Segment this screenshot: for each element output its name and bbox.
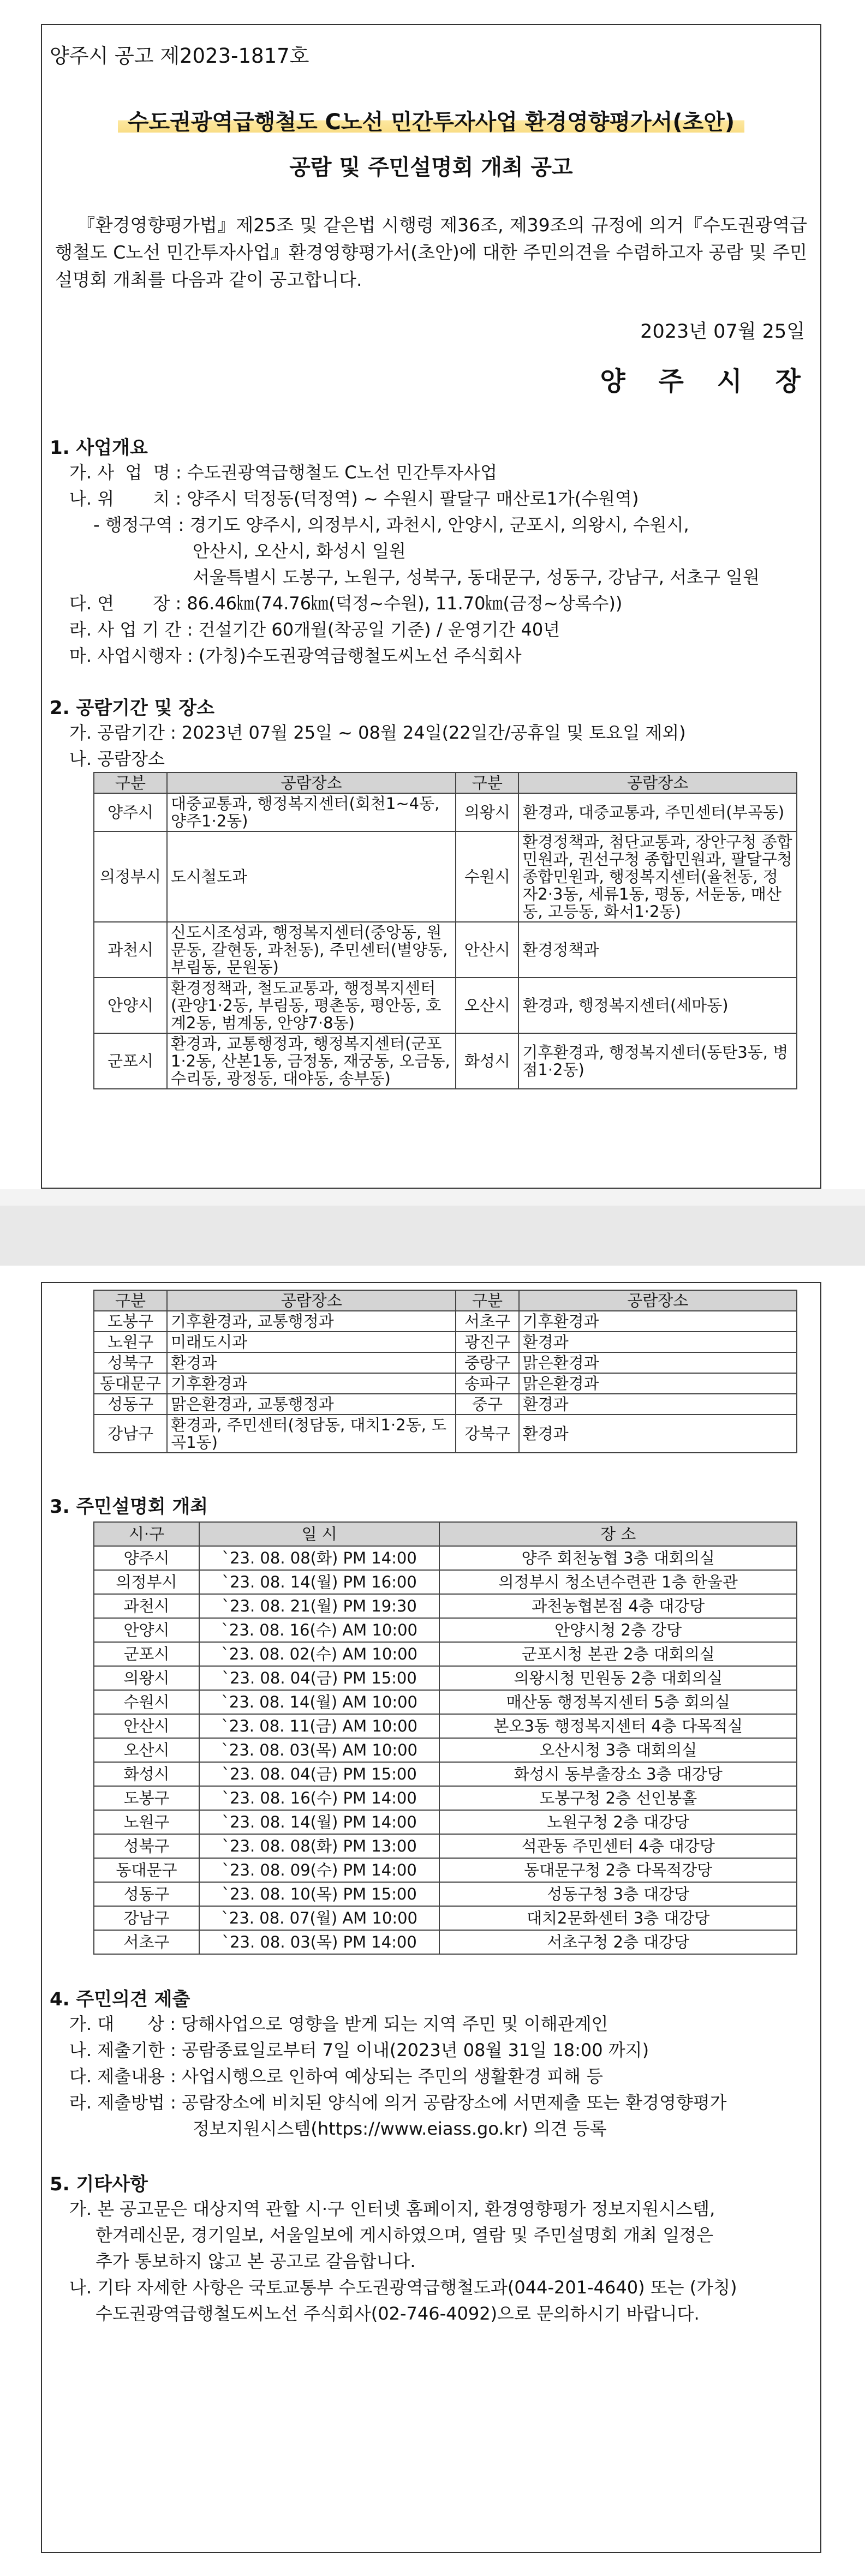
- value: 86.46㎞(74.76㎞(덕정~수원), 11.70㎞(금정~상록수)): [187, 593, 623, 614]
- table-cell: `23. 08. 16(수) PM 14:00: [199, 1786, 439, 1810]
- opinion-deadline: 나. 제출기한 : 공람종료일로부터 7일 이내(2023년 08월 31일 18:00 까지): [69, 2040, 649, 2060]
- table-cell: 안산시: [456, 922, 518, 978]
- table-row: [94, 1762, 797, 1786]
- table-row: [94, 1618, 797, 1642]
- table-cell: 대치2문화센터 3층 대강당: [439, 1906, 797, 1930]
- table-row: [94, 793, 797, 831]
- header-cell: 구분: [456, 1290, 518, 1311]
- table-cell: 환경정책과: [518, 922, 797, 978]
- table-cell: `23. 08. 14(월) PM 16:00: [199, 1570, 439, 1594]
- table-row: [94, 1930, 797, 1954]
- admin-area-cont-1: 안산시, 오산시, 화성시 일원: [193, 541, 406, 561]
- table-cell: 성북구: [94, 1352, 167, 1373]
- title-block: [50, 103, 813, 181]
- intro-paragraph: 『환경영향평가법』제25조 및 같은법 시행령 제36조, 제39조의 규정에 의거『수도권광역급행철도 C노선 민간투자사업』환경영향평가서(초안)에 대한 주민의견을 수렴하고자 공람 및 주민설명회 개최를 다음과 같이 공고합니다.: [55, 214, 807, 290]
- table-cell: 수원시: [456, 831, 518, 922]
- table-cell: `23. 08. 16(수) AM 10:00: [199, 1618, 439, 1642]
- header-cell: 장 소: [439, 1522, 797, 1546]
- section-2-heading: 2. 공람기간 및 장소: [50, 697, 214, 719]
- table-cell: 환경정책과, 철도교통과, 행정복지센터(관양1·2동, 부림동, 평촌동, 평안동, 호계2동, 범계동, 안양7·8동): [167, 978, 456, 1033]
- table-cell: 성동구청 3층 대강당: [439, 1882, 797, 1906]
- table-cell: 의정부시: [94, 1570, 199, 1594]
- table-cell: 도봉구청 2층 선인봉홀: [439, 1786, 797, 1810]
- table-cell: 과천시: [94, 922, 167, 978]
- table-row: [94, 1810, 797, 1834]
- value: 경기도 양주시, 의정부시, 과천시, 안양시, 군포시, 의왕시, 수원시,: [189, 514, 689, 535]
- table-cell: 서초구청 2층 대강당: [439, 1930, 797, 1954]
- table-row: [94, 1834, 797, 1858]
- table-cell: 환경과: [519, 1394, 797, 1415]
- table-row: [94, 1690, 797, 1714]
- table-cell: 의정부시 청소년수련관 1층 한울관: [439, 1570, 797, 1594]
- table-cell: 과천농협본점 4층 대강당: [439, 1594, 797, 1618]
- table-cell: `23. 08. 03(목) PM 14:00: [199, 1930, 439, 1954]
- table-cell: 기후환경과: [167, 1373, 456, 1394]
- table-cell: 서초구: [456, 1311, 518, 1332]
- table-cell: 성동구: [94, 1882, 199, 1906]
- table-cell: 군포시청 본관 2층 대회의실: [439, 1642, 797, 1666]
- value: (가칭)수도권광역급행철도씨노선 주식회사: [198, 645, 522, 666]
- length-row: [50, 590, 813, 616]
- label: 가. 공람기간 :: [69, 722, 182, 743]
- table-row: [94, 1394, 797, 1415]
- table-row: [94, 922, 797, 978]
- table-cell: 강북구: [456, 1415, 518, 1453]
- table-cell: `23. 08. 08(화) PM 14:00: [199, 1546, 439, 1570]
- table-cell: 매산동 행정복지센터 5층 회의실: [439, 1690, 797, 1714]
- header-cell: 구분: [456, 772, 518, 793]
- label: 나. 위 치 :: [69, 488, 187, 509]
- table-cell: 양주시: [94, 1546, 199, 1570]
- header-cell: 일 시: [199, 1522, 439, 1546]
- label: - 행정구역 :: [93, 514, 190, 535]
- table-cell: 양주시: [94, 793, 167, 831]
- table-row: [94, 1352, 797, 1373]
- table-cell: 환경정책과, 첨단교통과, 장안구청 종합민원과, 권선구청 종합민원과, 팔달구청 종합민원과, 행정복지센터(율천동, 정자2·3동, 세류1동, 평동, 서둔동, 매산동, 고등동, 화서1·2동): [518, 831, 797, 922]
- table-cell: 동대문구: [94, 1858, 199, 1882]
- table-cell: 의왕시: [94, 1666, 199, 1690]
- period-row: [50, 616, 813, 643]
- review-place-label: [50, 746, 813, 772]
- table-row: [94, 831, 797, 922]
- table-row: [94, 1332, 797, 1352]
- opinion-method-cont: 정보지원시스템(https://www.eiass.go.kr) 의견 등록: [193, 2118, 607, 2139]
- label: 마. 사업시행자 :: [69, 645, 199, 666]
- table-cell: `23. 08. 08(화) PM 13:00: [199, 1834, 439, 1858]
- table-cell: 미래도시과: [167, 1332, 456, 1352]
- table-cell: `23. 08. 04(금) PM 15:00: [199, 1762, 439, 1786]
- opinion-content: 다. 제출내용 : 사업시행으로 인하여 예상되는 주민의 생활환경 피해 등: [69, 2066, 604, 2087]
- table-cell: 석관동 주민센터 4층 대강당: [439, 1834, 797, 1858]
- table-row: [94, 1738, 797, 1762]
- table-cell: 양주 회천농협 3층 대회의실: [439, 1546, 797, 1570]
- document-page-2: [41, 1282, 821, 2553]
- table-cell: 군포시: [94, 1033, 167, 1089]
- header-cell: 공람장소: [167, 1290, 456, 1311]
- title-line-2: 공람 및 주민설명회 개최 공고: [289, 155, 573, 180]
- mayor-signature: 양 주 시 장: [600, 366, 813, 397]
- review-places-table-2: [93, 1290, 797, 1453]
- table-cell: 안양시: [94, 978, 167, 1033]
- table-cell: 강남구: [94, 1906, 199, 1930]
- table-cell: `23. 08. 21(월) PM 19:30: [199, 1594, 439, 1618]
- table-cell: `23. 08. 11(금) AM 10:00: [199, 1714, 439, 1738]
- briefing-schedule-table: [93, 1521, 797, 1955]
- label: 라. 사 업 기 간 :: [69, 619, 199, 640]
- table-cell: 군포시: [94, 1642, 199, 1666]
- table-header-row: [94, 1290, 797, 1311]
- table-cell: 성동구: [94, 1394, 167, 1415]
- section-5-heading: 5. 기타사항: [50, 2173, 148, 2195]
- table-cell: 노원구청 2층 대강당: [439, 1810, 797, 1834]
- misc-b-line-2: 수도권광역급행철도씨노선 주식회사(02-746-4092)으로 문의하시기 바랍니다.: [96, 2303, 700, 2324]
- value: 양주시 덕정동(덕정역) ~ 수원시 팔달구 매산로1가(수원역): [187, 488, 639, 509]
- misc-a-line-3: 추가 통보하지 않고 본 공고로 갈음합니다.: [96, 2251, 416, 2272]
- table-cell: 환경과, 주민센터(청담동, 대치1·2동, 도곡1동): [167, 1415, 456, 1453]
- table-cell: 화성시 동부출장소 3층 대강당: [439, 1762, 797, 1786]
- table-row: [94, 1415, 797, 1453]
- table-cell: 의정부시: [94, 831, 167, 922]
- table-cell: 노원구: [94, 1810, 199, 1834]
- location-row: [50, 486, 813, 512]
- table-cell: 동대문구청 2층 다목적강당: [439, 1858, 797, 1882]
- table-cell: 중랑구: [456, 1352, 518, 1373]
- table-cell: 본오3동 행정복지센터 4층 다목적실: [439, 1714, 797, 1738]
- table-cell: 신도시조성과, 행정복지센터(중앙동, 원문동, 갈현동, 과천동), 주민센터(별양동, 부림동, 문원동): [167, 922, 456, 978]
- table-cell: 안양시: [94, 1618, 199, 1642]
- opinion-target: 가. 대 상 : 당해사업으로 영향을 받게 되는 지역 주민 및 이해관계인: [69, 2014, 609, 2034]
- table-row: [94, 1882, 797, 1906]
- table-cell: 노원구: [94, 1332, 167, 1352]
- table-cell: `23. 08. 04(금) PM 15:00: [199, 1666, 439, 1690]
- table-cell: `23. 08. 10(목) PM 15:00: [199, 1882, 439, 1906]
- table-row: [94, 1666, 797, 1690]
- table-cell: `23. 08. 02(수) AM 10:00: [199, 1642, 439, 1666]
- table-row: [94, 1594, 797, 1618]
- table-row: [94, 1570, 797, 1594]
- table-cell: 맑은환경과, 교통행정과: [167, 1394, 456, 1415]
- table-cell: 서초구: [94, 1930, 199, 1954]
- section-3-heading: 3. 주민설명회 개최: [50, 1496, 208, 1518]
- project-name-row: [50, 459, 813, 486]
- table-row: [94, 1858, 797, 1882]
- table-cell: 강남구: [94, 1415, 167, 1453]
- misc-a-line-1: 가. 본 공고문은 대상지역 관할 시·구 인터넷 홈페이지, 환경영향평가 정보지원시스템,: [69, 2198, 715, 2219]
- table-cell: `23. 08. 14(월) AM 10:00: [199, 1690, 439, 1714]
- table-cell: `23. 08. 14(월) PM 14:00: [199, 1810, 439, 1834]
- header-cell: 공람장소: [167, 772, 456, 793]
- table-cell: 도봉구: [94, 1786, 199, 1810]
- section-4-heading: 4. 주민의견 제출: [50, 1988, 190, 2010]
- table-cell: 환경과: [167, 1352, 456, 1373]
- table-cell: `23. 08. 07(월) AM 10:00: [199, 1906, 439, 1930]
- table-row: [94, 1373, 797, 1394]
- table-cell: 맑은환경과: [519, 1352, 797, 1373]
- table-cell: 화성시: [94, 1762, 199, 1786]
- table-cell: 수원시: [94, 1690, 199, 1714]
- table-row: [94, 1311, 797, 1332]
- table-cell: 환경과: [519, 1332, 797, 1352]
- table-cell: 맑은환경과: [519, 1373, 797, 1394]
- table-cell: 오산시청 3층 대회의실: [439, 1738, 797, 1762]
- table-cell: 중구: [456, 1394, 518, 1415]
- value: 건설기간 60개월(착공일 기준) / 운영기간 40년: [198, 619, 560, 640]
- table-row: [94, 1033, 797, 1089]
- table-header-row: [94, 1522, 797, 1546]
- table-cell: 안산시: [94, 1714, 199, 1738]
- label: 가. 사 업 명 :: [69, 462, 187, 483]
- review-period-row: [50, 720, 813, 746]
- label: 나. 공람장소: [69, 748, 165, 769]
- review-places-table-1: [93, 772, 797, 1089]
- admin-area-cont-2: 서울특별시 도봉구, 노원구, 성북구, 동대문구, 성동구, 강남구, 서초구 일원: [193, 567, 760, 588]
- value: 수도권광역급행철도 C노선 민간투자사업: [187, 462, 498, 483]
- notice-date: 2023년 07월 25일: [640, 321, 805, 343]
- misc-b-line-1: 나. 기타 자세한 사항은 국토교통부 수도권광역급행철도과(044-201-4640) 또는 (가칭): [69, 2277, 737, 2298]
- page-gap: [0, 1206, 865, 1266]
- table-body: [94, 793, 797, 1089]
- table-cell: 광진구: [456, 1332, 518, 1352]
- table-cell: 성북구: [94, 1834, 199, 1858]
- table-cell: 환경과: [519, 1415, 797, 1453]
- admin-area-row: [50, 512, 813, 538]
- header-cell: 시·구: [94, 1522, 199, 1546]
- table-cell: 안양시청 2층 강당: [439, 1618, 797, 1642]
- table-row: [94, 1546, 797, 1570]
- table-row: [94, 978, 797, 1033]
- table-cell: `23. 08. 03(목) AM 10:00: [199, 1738, 439, 1762]
- opinion-method: 라. 제출방법 : 공람장소에 비치된 양식에 의거 공람장소에 서면제출 또는 환경영향평가: [69, 2092, 727, 2113]
- table-row: [94, 1906, 797, 1930]
- table-cell: 기후환경과, 교통행정과: [167, 1311, 456, 1332]
- table-cell: 오산시: [456, 978, 518, 1033]
- table-cell: 환경과, 대중교통과, 주민센터(부곡동): [518, 793, 797, 831]
- table-cell: 송파구: [456, 1373, 518, 1394]
- table-cell: 환경과, 교통행정과, 행정복지센터(군포1·2동, 산본1동, 금정동, 재궁동, 오금동, 수리동, 광정동, 대야동, 송부동): [167, 1033, 456, 1089]
- operator-row: [50, 643, 813, 669]
- table-body: [94, 1311, 797, 1453]
- table-cell: 동대문구: [94, 1373, 167, 1394]
- title-line-1: 수도권광역급행철도 C노선 민간투자사업 환경영향평가서(초안): [118, 103, 744, 138]
- section-1-heading: 1. 사업개요: [50, 437, 148, 459]
- table-cell: 과천시: [94, 1594, 199, 1618]
- table-cell: 의왕시청 민원동 2층 대회의실: [439, 1666, 797, 1690]
- table-cell: `23. 08. 09(수) PM 14:00: [199, 1858, 439, 1882]
- table-row: [94, 1642, 797, 1666]
- page-gap-top: [0, 1189, 865, 1206]
- header-cell: 구분: [94, 1290, 167, 1311]
- notice-number: 양주시 공고 제2023-1817호: [50, 44, 309, 68]
- table-cell: 화성시: [456, 1033, 518, 1089]
- header-cell: 공람장소: [519, 1290, 797, 1311]
- header-cell: 구분: [94, 772, 167, 793]
- header-cell: 공람장소: [518, 772, 797, 793]
- table-header-row: [94, 772, 797, 793]
- table-cell: 의왕시: [456, 793, 518, 831]
- table-cell: 도봉구: [94, 1311, 167, 1332]
- table-cell: 기후환경과: [519, 1311, 797, 1332]
- table-cell: 환경과, 행정복지센터(세마동): [518, 978, 797, 1033]
- table-cell: 대중교통과, 행정복지센터(회천1~4동, 양주1·2동): [167, 793, 456, 831]
- table-cell: 오산시: [94, 1738, 199, 1762]
- table-cell: 기후환경과, 행정복지센터(동탄3동, 병점1·2동): [518, 1033, 797, 1089]
- table-row: [94, 1786, 797, 1810]
- table-cell: 도시철도과: [167, 831, 456, 922]
- misc-a-line-2: 한겨레신문, 경기일보, 서울일보에 게시하였으며, 열람 및 주민설명회 개최 일정은: [96, 2225, 713, 2245]
- table-body: [94, 1546, 797, 1954]
- value: 2023년 07월 25일 ~ 08월 24일(22일간/공휴일 및 토요일 제외): [182, 722, 686, 743]
- document-page-1: [41, 24, 821, 1189]
- label: 다. 연 장 :: [69, 593, 187, 614]
- table-row: [94, 1714, 797, 1738]
